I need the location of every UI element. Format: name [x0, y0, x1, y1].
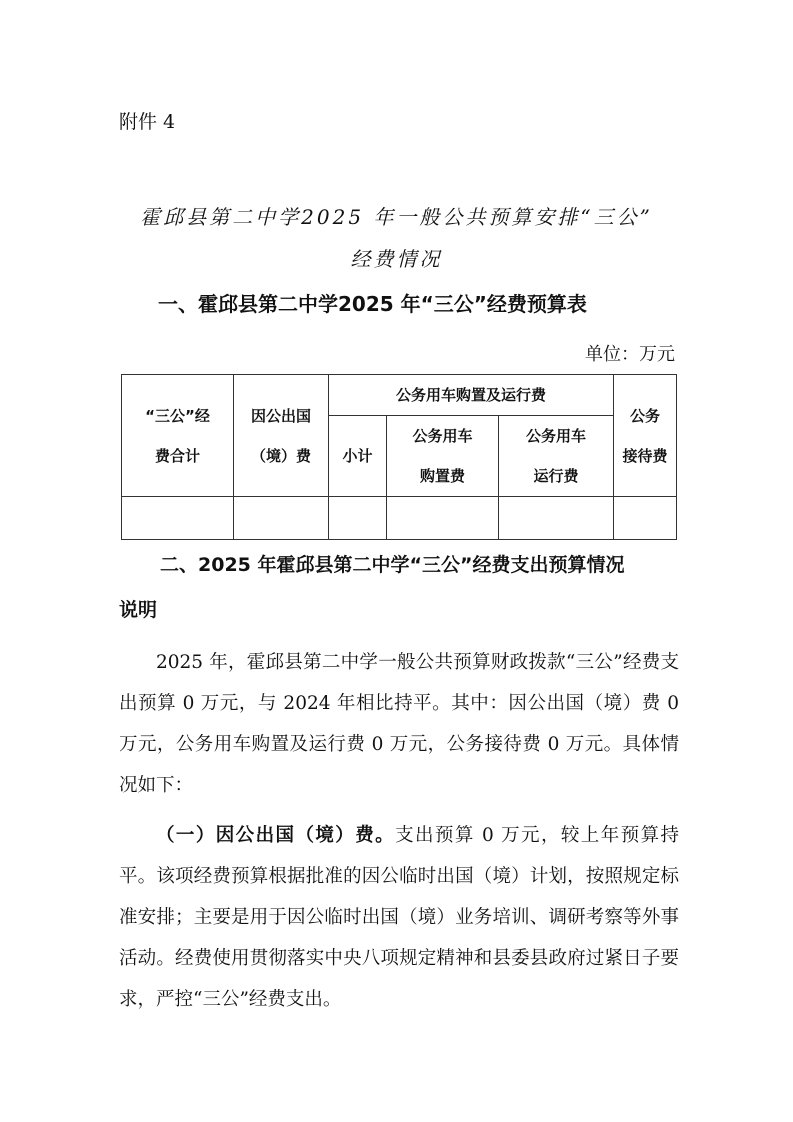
header-vehicle-purchase [387, 416, 499, 497]
document-title-line-2: 经费情况 [350, 247, 443, 271]
attachment-label: 附件 4 [119, 111, 176, 133]
header-operation-line-1: 公务用车 [526, 427, 587, 445]
header-total-line-2: 费合计 [154, 446, 200, 465]
cell-reception [614, 497, 677, 540]
header-abroad-line-2: （境）费 [250, 446, 311, 465]
header-total-line-1: “三公”经 [145, 406, 210, 425]
header-abroad-line-1: 因公出国 [250, 406, 311, 425]
table-header-row [122, 375, 677, 416]
header-abroad [234, 375, 329, 497]
paragraph-abroad-lead: （一）因公出国（境）费。 [156, 825, 396, 846]
section-2-heading-line-1: 二、2025 年霍邱县第二中学“三公”经费支出预算情况 [160, 554, 625, 576]
cell-vehicle-operation [499, 497, 614, 540]
paragraph-overview: 2025 年，霍邱县第二中学一般公共预算财政拨款“三公”经费支出预算 0 万元，与 2024 年相比持平。其中：因公出国（境）费 0 万元，公务用车购置及运行费 0 万元，公务接待费 0 万元。具体情况如下： [119, 652, 679, 796]
budget-table [121, 374, 677, 540]
header-vehicle-group: 公务用车购置及运行费 [329, 375, 614, 416]
header-purchase-line-2: 购置费 [419, 467, 465, 485]
header-reception-line-2: 接待费 [622, 446, 668, 465]
header-reception-line-1: 公务 [630, 406, 661, 425]
cell-subtotal [329, 497, 387, 540]
section-2-heading-line-2: 说明 [119, 599, 158, 621]
cell-total [122, 497, 234, 540]
section-1-heading: 一、霍邱县第二中学2025 年“三公”经费预算表 [158, 292, 587, 316]
header-purchase-line-1: 公务用车 [412, 427, 473, 445]
header-operation-line-2: 运行费 [533, 467, 579, 485]
cell-vehicle-purchase [387, 497, 499, 540]
paragraph-abroad-expense [119, 815, 679, 1020]
header-reception [614, 375, 677, 497]
unit-label: 单位：万元 [585, 344, 675, 365]
table-row [122, 497, 677, 540]
header-subtotal: 小计 [329, 416, 387, 497]
cell-abroad [234, 497, 329, 540]
header-vehicle-operation [499, 416, 614, 497]
document-title-line-1: 霍邱县第二中学2025 年一般公共预算安排“三公” [140, 205, 653, 229]
paragraph-abroad-body: 支出预算 0 万元，较上年预算持平。该项经费预算根据批准的因公临时出国（境）计划，按照规定标准安排；主要是用于因公临时出国（境）业务培训、调研考察等外事活动。经费使用贯彻落实中央八项规定精神和县委县政府过紧日子要求，严控“三公”经费支出。 [119, 825, 679, 1010]
header-total [122, 375, 234, 497]
